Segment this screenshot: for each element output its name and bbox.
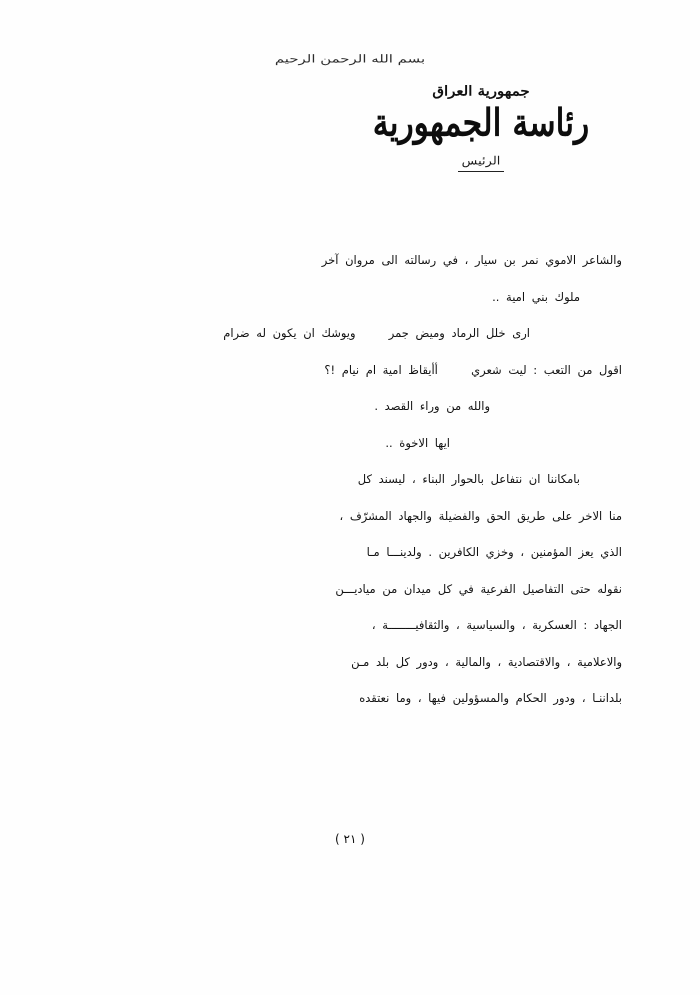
title-underline bbox=[458, 171, 504, 172]
basmala-text: بسم الله الرحمن الرحيم bbox=[274, 53, 426, 66]
text-line: ارى خلل الرماد ومیض جمر ويوشك ان يكون له ضرام bbox=[223, 325, 530, 341]
presidency-emblem: رئاسة الجمهورية bbox=[372, 101, 590, 146]
letterhead bbox=[366, 82, 596, 172]
document-body bbox=[60, 252, 640, 730]
office-title: الرئيس bbox=[461, 154, 501, 168]
text-line: بامكاننا ان نتفاعل بالحوار البناء ، ليسند كل bbox=[357, 471, 580, 487]
text-line: ملوك بني امية .. bbox=[492, 289, 580, 304]
state-name: جمهورية العراق bbox=[432, 82, 530, 100]
text-line: ايها الاخوة .. bbox=[385, 435, 450, 450]
text-line: نقوله حتى التفاصيل الفرعية في كل ميدان من ميادیـــن bbox=[335, 581, 622, 596]
basmala-ornament bbox=[0, 52, 700, 67]
text-line: اقول من التعب : ليت شعري أأيقاظ امية ام نيام !؟ bbox=[324, 362, 622, 377]
text-line: بلداننـا ، ودور الحكام والمسؤولين فيها ، وما نعتقده bbox=[359, 690, 622, 706]
page-number: ( ٢١ ) bbox=[335, 832, 365, 846]
text-line: والشاعر الاموي نمر بن سيار ، في رسالته الى مروان آخر bbox=[321, 252, 622, 268]
text-line: الجهاد : العسكرية ، والسياسية ، والثقافيــــــــة ، bbox=[371, 617, 622, 633]
text-line: منا الاخر على طريق الحق والفضيلة والجهاد المشرّف ، bbox=[339, 508, 622, 523]
text-line: والاعلامية ، والاقتصادية ، والمالية ، ودور كل بلد مـن bbox=[351, 654, 622, 669]
text-line: والله من وراء القصد . bbox=[374, 398, 490, 414]
text-line: الذي يعز المؤمنين ، وخزي الكافرين . ولدينـــا مـا bbox=[366, 544, 622, 560]
